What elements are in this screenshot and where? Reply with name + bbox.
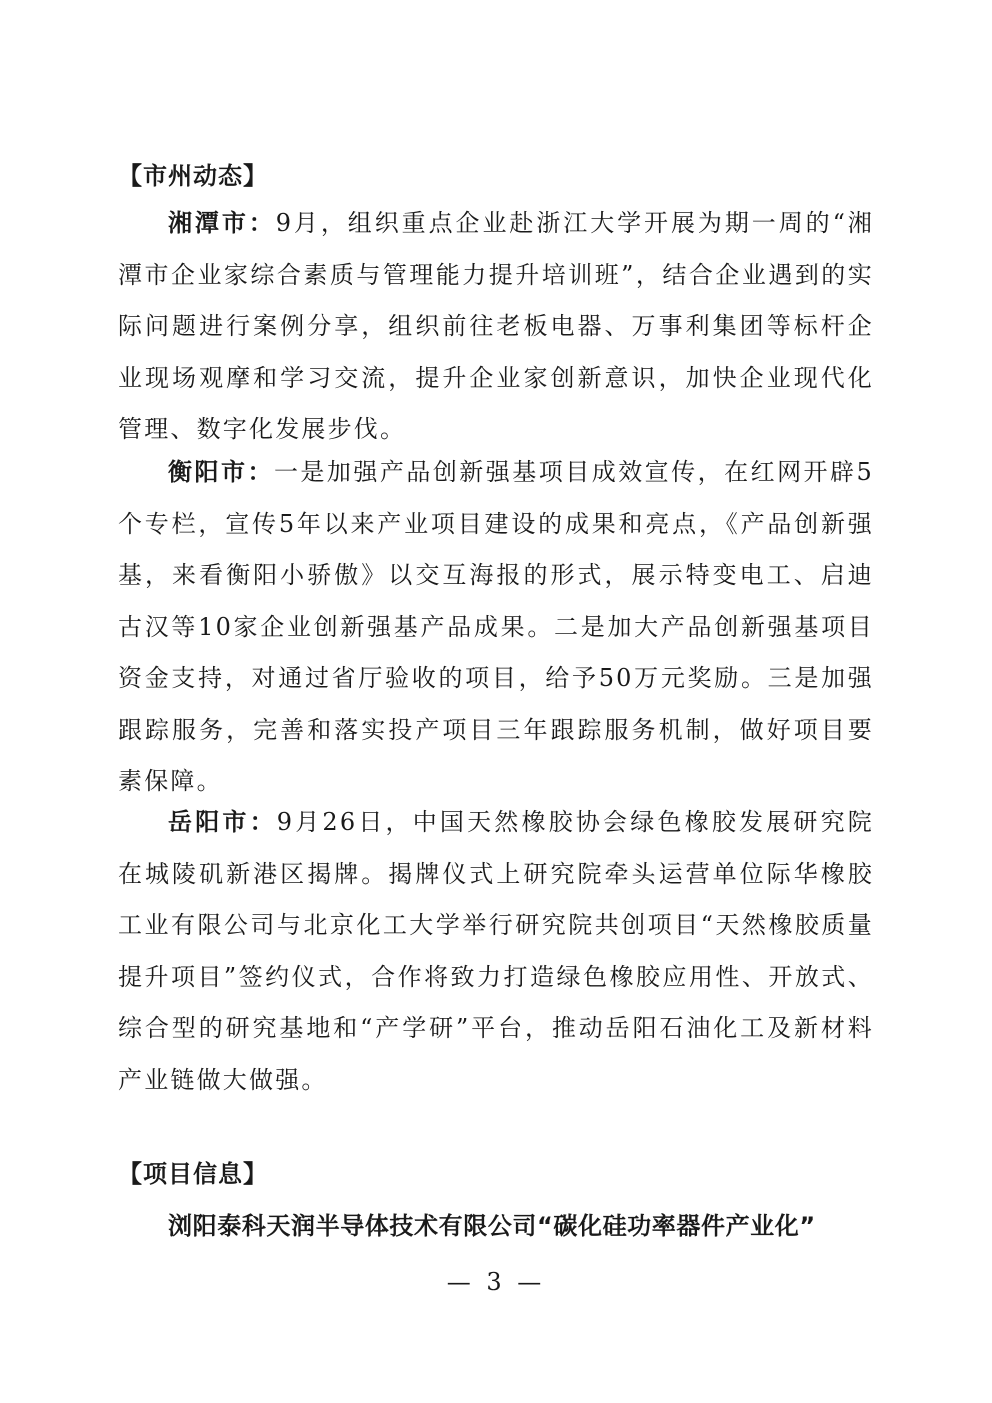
section-header-project-info: 【项目信息】 bbox=[118, 1160, 268, 1188]
city-label-hengyang: 衡阳市： bbox=[168, 458, 274, 486]
paragraph-text-xiangtan: 9月，组织重点企业赴浙江大学开展为期一周的“湘潭市企业家综合素质与管理能力提升培训班”，结合企业遇到的实际问题进行案例分享，组织前往老板电器、万事利集团等标杆企业现场观摩和学习交流，提升企业家创新意识，加快企业现代化管理、数字化发展步伐。 bbox=[118, 209, 874, 443]
section-header-city-news: 【市州动态】 bbox=[118, 162, 268, 190]
project-headline: 浏阳泰科天润半导体技术有限公司“碳化硅功率器件产业化” bbox=[168, 1212, 816, 1240]
city-label-xiangtan: 湘潭市： bbox=[168, 209, 276, 237]
page-number: — 3 — bbox=[446, 1268, 546, 1296]
paragraph-yueyang bbox=[118, 797, 874, 1106]
paragraph-xiangtan bbox=[118, 198, 874, 456]
paragraph-hengyang bbox=[118, 447, 874, 808]
paragraph-text-yueyang: 9月26日，中国天然橡胶协会绿色橡胶发展研究院在城陵矶新港区揭牌。揭牌仪式上研究院牵头运营单位际华橡胶工业有限公司与北京化工大学举行研究院共创项目“天然橡胶质量提升项目”签约仪式，合作将致力打造绿色橡胶应用性、开放式、综合型的研究基地和“产学研”平台，推动岳阳石油化工及新材料产业链做大做强。 bbox=[118, 808, 874, 1094]
paragraph-text-hengyang: 一是加强产品创新强基项目成效宣传，在红网开辟5个专栏，宣传5年以来产业项目建设的成果和亮点，《产品创新强基，来看衡阳小骄傲》以交互海报的形式，展示特变电工、启迪古汉等10家企业创新强基产品成果。二是加大产品创新强基项目资金支持，对通过省厅验收的项目，给予50万元奖励。三是加强跟踪服务，完善和落实投产项目三年跟踪服务机制，做好项目要素保障。 bbox=[118, 458, 874, 795]
city-label-yueyang: 岳阳市： bbox=[168, 808, 277, 836]
